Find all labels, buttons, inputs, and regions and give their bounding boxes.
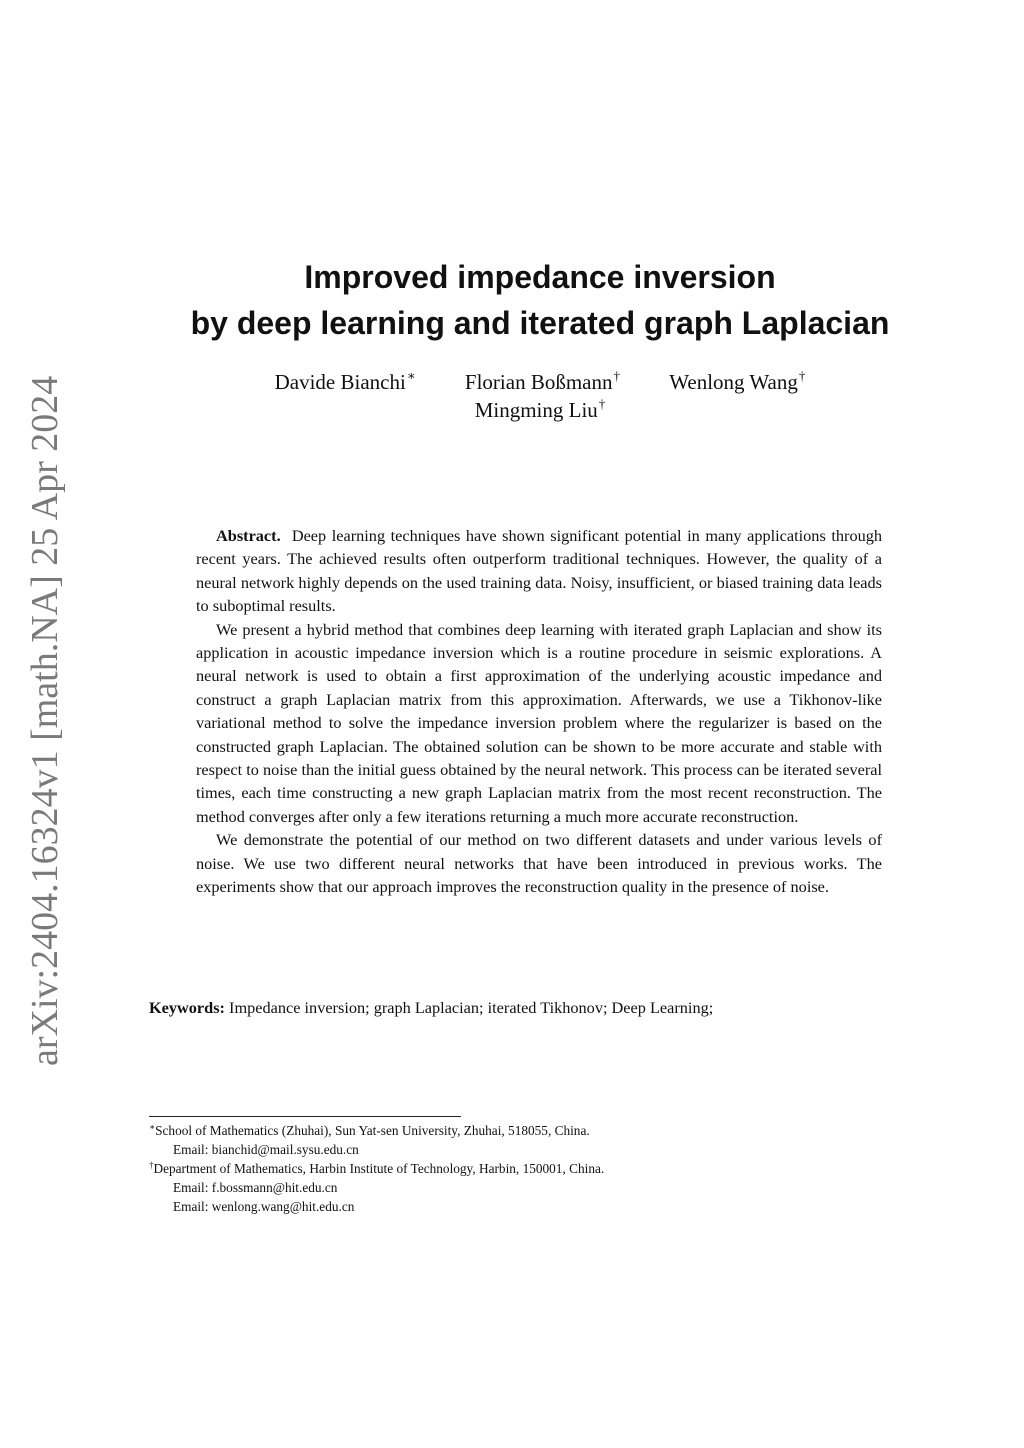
author-name: Florian Boßmann [464,370,613,394]
keywords-text: Impedance inversion; graph Laplacian; iterated Tikhonov; Deep Learning; [229,998,714,1017]
footnote-affiliation-1 [149,1121,869,1140]
author-row-2 [150,396,930,424]
author-name: Wenlong Wang [669,370,798,394]
footnote-email-bianchi: Email: bianchid@mail.sysu.edu.cn [173,1142,359,1157]
abstract-paragraph-3: We demonstrate the potential of our method on two different datasets and under various levels of noise. We use two different neural networks that have been introduced in previous works. The experiments show that our approach improves the reconstruction quality in the presence of noise. [196,830,882,897]
author-wang [669,368,805,396]
paper-title [100,254,980,346]
author-bianchi [275,368,416,396]
footnote-mark: † [149,1160,154,1170]
footnote-text: School of Mathematics (Zhuhai), Sun Yat-sen University, Zhuhai, 518055, China. [155,1123,590,1138]
author-list [150,368,930,424]
abstract-paragraph-1 [196,524,882,618]
title-line-2: by deep learning and iterated graph Laplacian [190,305,890,341]
footnotes [149,1121,869,1216]
author-name: Davide Bianchi [274,370,406,394]
author-mark: † [798,368,806,383]
footnote-email-bossmann: Email: f.bossmann@hit.edu.cn [173,1180,338,1195]
footnote-mark: ∗ [149,1122,156,1132]
arxiv-identifier-stamp: arXiv:2404.16324v1 [math.NA] 25 Apr 2024 [24,375,66,1066]
abstract [196,524,882,899]
author-name: Mingming Liu [474,398,598,422]
abstract-paragraph-2: We present a hybrid method that combines deep learning with iterated graph Laplacian and show its application in acoustic impedance inversion which is a routine procedure in seismic explorations. A neural network is used to obtain a first approximation of the underlying acoustic impedance and construct a graph Laplacian matrix from this approximation. Afterwards, we use a Tikhonov-like variational method to solve the impedance inversion problem where the regularizer is based on the constructed graph Laplacian. The obtained solution can be shown to be more accurate and stable with respect to noise than the initial guess obtained by the neural network. This process can be iterated several times, each time constructing a new graph Laplacian matrix from the most recent reconstruction. The method converges after only a few iterations returning a much more accurate reconstruction. [196,619,882,826]
footnote-divider [149,1116,461,1117]
abstract-text-1: Deep learning techniques have shown significant potential in many applications through recent years. The achieved results often outperform traditional techniques. However, the quality of a neural network highly depends on the used training data. Noisy, insufficient, or biased training data leads to suboptimal results. [196,526,883,616]
author-mark: ∗ [406,368,416,383]
abstract-label: Abstract. [216,526,281,545]
footnote-affiliation-2 [149,1159,869,1178]
author-bossmann [465,368,620,396]
author-liu [475,396,606,424]
title-line-1: Improved impedance inversion [304,259,776,295]
author-mark: † [598,396,606,411]
footnote-text: Department of Mathematics, Harbin Institute of Technology, Harbin, 150001, China. [153,1161,605,1176]
keywords-label: Keywords: [149,998,225,1017]
keywords [149,996,909,1019]
author-row-1 [150,368,930,396]
author-mark: † [613,368,620,383]
footnote-email-wang: Email: wenlong.wang@hit.edu.cn [173,1199,355,1214]
